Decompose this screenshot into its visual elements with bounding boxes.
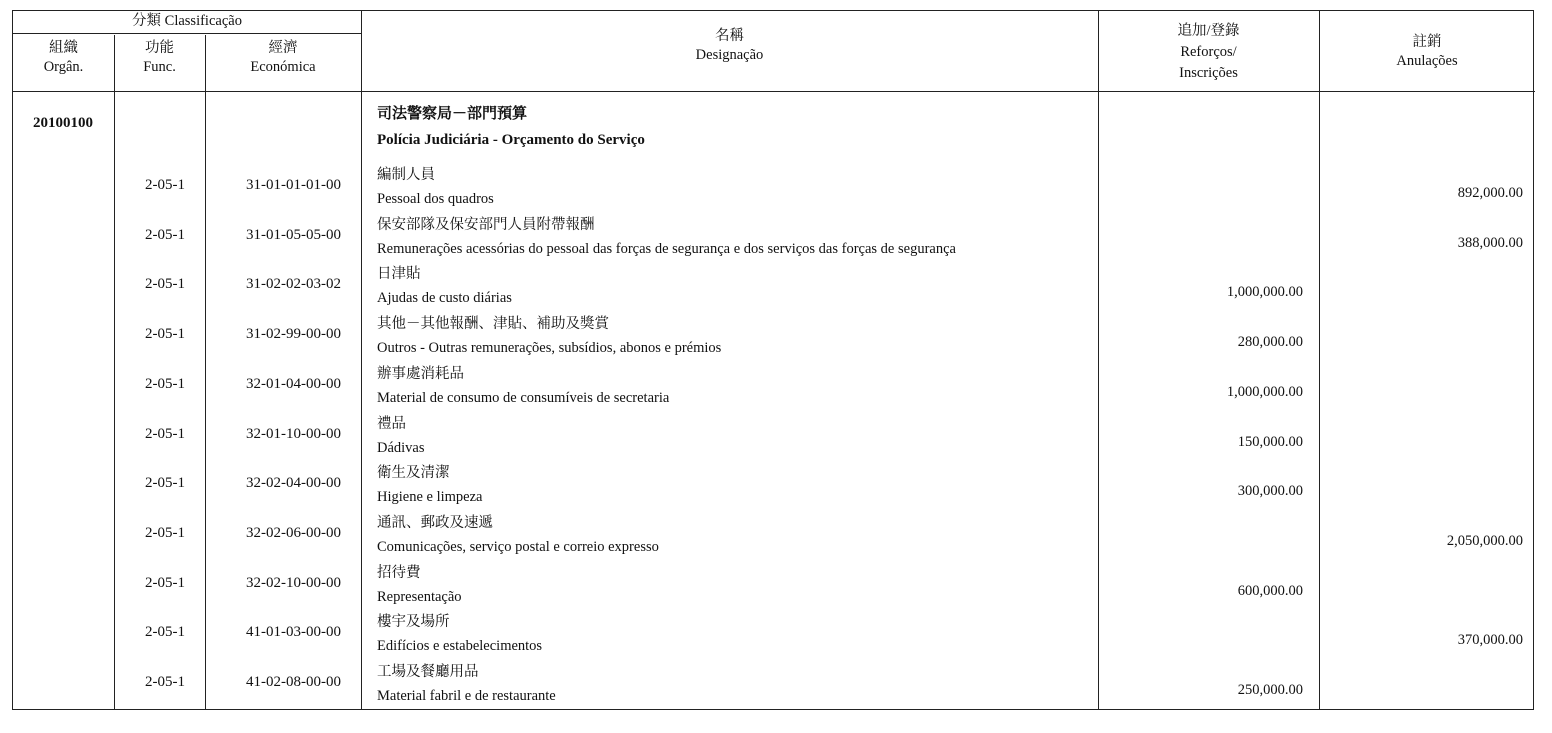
designation <box>377 511 659 559</box>
header-ref-pt2: Inscrições <box>1179 65 1238 81</box>
header-rule-bottom <box>13 91 1535 92</box>
table-row <box>13 608 1535 658</box>
table-row <box>13 360 1535 410</box>
department-name-zh: 司法警察局－部門預算 <box>377 106 528 122</box>
designation-zh: 衛生及清潔 <box>377 465 450 482</box>
reforcos-value: 250,000.00 <box>1237 682 1303 698</box>
reforcos-value: 150,000.00 <box>1237 433 1303 450</box>
anulacoes-value: 892,000.00 <box>1457 185 1523 201</box>
table-row <box>13 559 1535 609</box>
header-reforcos <box>1098 21 1319 84</box>
func-code: 2-05-1 <box>145 177 185 193</box>
designation <box>377 610 542 658</box>
designation-pt: Remunerações acessórias do pessoal das forças de segurança e dos serviços das forças de segurança <box>377 240 956 257</box>
func-code: 2-05-1 <box>145 624 185 641</box>
header-func-pt: Func. <box>143 59 176 75</box>
header-econ-zh: 經濟 <box>268 40 298 56</box>
header-econ <box>205 39 361 77</box>
reforcos-value: 600,000.00 <box>1237 582 1303 599</box>
designation-zh: 日津貼 <box>377 266 421 283</box>
reforcos-value: 1,000,000.00 <box>1226 383 1303 400</box>
header-func-zh: 功能 <box>145 40 174 56</box>
econ-code: 31-01-01-01-00 <box>246 177 341 193</box>
anulacoes-value: 2,050,000.00 <box>1446 532 1523 549</box>
designation <box>377 213 956 261</box>
reforcos-value: 300,000.00 <box>1237 483 1303 500</box>
org-code: 20100100 <box>33 115 93 131</box>
reforcos-value: 280,000.00 <box>1237 334 1303 351</box>
econ-code: 31-02-99-00-00 <box>246 326 341 343</box>
econ-code: 32-01-10-00-00 <box>246 425 341 442</box>
designation-zh: 其他－其他報酬、津貼、補助及獎賞 <box>377 316 609 333</box>
designation <box>377 262 512 310</box>
designation-pt: Material de consumo de consumíveis de secretaria <box>377 389 670 406</box>
designation-pt: Outros - Outras remunerações, subsídios, abonos e prémios <box>377 340 722 357</box>
designation-pt: Pessoal dos quadros <box>377 191 494 207</box>
header-org-pt: Orgân. <box>43 59 84 75</box>
header-desig-zh: 名稱 <box>715 28 744 44</box>
anulacoes-value: 370,000.00 <box>1457 632 1523 649</box>
table-row <box>13 260 1535 310</box>
designation-zh: 招待費 <box>377 564 421 581</box>
designation-zh: 保安部隊及保安部門人員附帶報酬 <box>377 216 595 233</box>
table-row <box>13 310 1535 360</box>
designation-zh: 禮品 <box>377 415 406 432</box>
designation-pt: Comunicações, serviço postal e correio expresso <box>377 538 659 555</box>
designation-pt: Material fabril e de restaurante <box>377 688 556 704</box>
designation-zh: 編制人員 <box>377 167 435 183</box>
table-row <box>13 509 1535 559</box>
header-desig-pt: Designação <box>695 47 764 63</box>
header-org-zh: 組織 <box>49 40 78 56</box>
func-code: 2-05-1 <box>145 574 185 591</box>
econ-code: 31-01-05-05-00 <box>246 226 341 243</box>
table-row <box>13 410 1535 460</box>
econ-code: 32-01-04-00-00 <box>246 375 341 392</box>
anulacoes-value: 388,000.00 <box>1457 234 1523 251</box>
header-classification: 分類 Classificação <box>132 13 242 29</box>
designation <box>377 561 462 609</box>
func-code: 2-05-1 <box>145 375 185 392</box>
header-ref-zh: 追加/登錄 <box>1177 23 1240 39</box>
department-name-pt: Polícia Judiciária - Orçamento do Serviço <box>377 132 645 148</box>
designation-zh: 通訊、郵政及速遞 <box>377 514 493 531</box>
func-code: 2-05-1 <box>145 674 185 690</box>
designation-pt: Higiene e limpeza <box>377 489 483 506</box>
table-row <box>13 211 1535 261</box>
econ-code: 41-01-03-00-00 <box>246 624 341 641</box>
designation <box>377 660 556 708</box>
designation-zh: 辦事處消耗品 <box>377 365 464 382</box>
header-anu-zh: 註銷 <box>1412 34 1442 50</box>
designation <box>377 412 425 460</box>
designation <box>377 461 482 509</box>
header-rule-classification <box>13 33 361 34</box>
designation-pt: Dádivas <box>377 439 425 456</box>
func-code: 2-05-1 <box>145 425 185 442</box>
designation <box>377 362 669 410</box>
func-code: 2-05-1 <box>145 524 185 541</box>
designation-zh: 工場及餐廳用品 <box>377 664 479 680</box>
designation <box>377 163 494 211</box>
header-designation <box>361 27 1098 65</box>
reforcos-value: 1,000,000.00 <box>1226 284 1303 301</box>
header-anu-pt: Anulações <box>1396 53 1458 69</box>
func-code: 2-05-1 <box>145 276 185 293</box>
table-row <box>13 161 1535 211</box>
designation-zh: 樓宇及場所 <box>377 614 450 631</box>
func-code: 2-05-1 <box>145 326 185 343</box>
designation-pt: Representação <box>377 588 462 605</box>
econ-code: 32-02-04-00-00 <box>246 475 341 492</box>
budget-table <box>12 10 1534 710</box>
header-ref-pt1: Reforços/ <box>1180 44 1237 60</box>
header-econ-pt: Económica <box>250 59 316 75</box>
econ-code: 32-02-10-00-00 <box>246 574 341 591</box>
designation-pt: Ajudas de custo diárias <box>377 290 512 307</box>
econ-code: 41-02-08-00-00 <box>246 674 341 690</box>
header-func <box>114 39 205 77</box>
table-row <box>13 658 1535 708</box>
header-org <box>13 39 114 77</box>
designation-pt: Edifícios e estabelecimentos <box>377 638 543 655</box>
func-code: 2-05-1 <box>145 475 185 492</box>
func-code: 2-05-1 <box>145 226 185 243</box>
table-row <box>13 459 1535 509</box>
econ-code: 32-02-06-00-00 <box>246 524 341 541</box>
econ-code: 31-02-02-03-02 <box>246 276 341 293</box>
header-anulacoes <box>1319 33 1535 71</box>
designation <box>377 312 721 360</box>
